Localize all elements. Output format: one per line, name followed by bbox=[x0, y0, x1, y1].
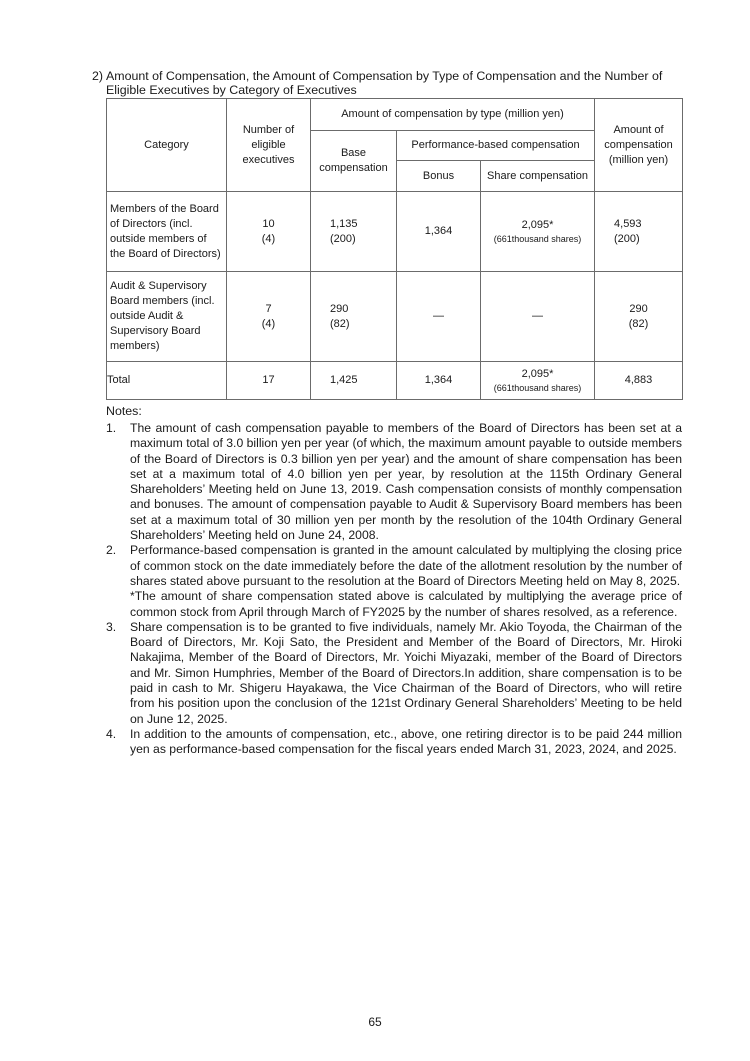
row-category: Members of the Board of Directors (incl. outside members of the Board of Directors) bbox=[107, 192, 227, 272]
header-eligible: Number of eligible executives bbox=[227, 99, 311, 192]
row-bonus: — bbox=[397, 272, 481, 362]
table-header-row bbox=[107, 99, 683, 131]
row-eligible bbox=[227, 272, 311, 362]
share-count: (661thousand shares) bbox=[493, 382, 582, 393]
share-value: 2,095* bbox=[521, 218, 554, 231]
base-outside: (82) bbox=[330, 317, 350, 330]
note-number: 1. bbox=[106, 421, 117, 435]
header-category: Category bbox=[107, 99, 227, 192]
section-heading bbox=[92, 69, 692, 97]
header-by-type: Amount of compensation by type (million yen) bbox=[311, 99, 595, 131]
share-value: 2,095* bbox=[521, 367, 554, 380]
row-total bbox=[595, 192, 683, 272]
note-item bbox=[106, 543, 682, 619]
base-value: 290 bbox=[330, 302, 349, 315]
header-share: Share compensation bbox=[481, 161, 595, 192]
row-category: Total bbox=[107, 362, 227, 400]
note-item bbox=[106, 620, 682, 727]
header-performance: Performance-based compensation bbox=[397, 131, 595, 161]
row-base bbox=[311, 272, 397, 362]
base-outside: (200) bbox=[330, 232, 356, 245]
note-text: In addition to the amounts of compensation, etc., above, one retiring director is to be paid 244 million yen as performance-based compensation for the fiscal years ended March 31, 2023, 2024, and 2025. bbox=[130, 726, 682, 757]
note-text: The amount of cash compensation payable to members of the Board of Directors has been set at a maximum total of 3.0 billion yen per year (of which, the maximum amount payable to outside members of the Board of Directors is 0.3 billion yen per year) and the amount of share compensation has been set at a maximum total of 4.0 billion yen per year, by resolution at the 115th Ordinary General Shareholders’ Meeting held on June 13, 2019. Cash compensation consists of monthly compensation and bonuses. The amount of compensation payable to Audit & Supervisory Board members has been set at a maximum total of 30 million yen per month by the resolution of the 104th Ordinary General Shareholders’ Meeting held on June 24, 2008. bbox=[130, 421, 682, 543]
header-base: Base compensation bbox=[311, 131, 397, 192]
eligible-value: 10 bbox=[262, 217, 275, 230]
eligible-outside: (4) bbox=[261, 317, 276, 330]
note-item bbox=[106, 727, 682, 758]
table-row bbox=[107, 192, 683, 272]
row-category: Audit & Supervisory Board members (incl. outside Audit & Supervisory Board members) bbox=[107, 272, 227, 362]
total-outside: (82) bbox=[628, 317, 649, 330]
page-number: 65 bbox=[368, 1015, 382, 1029]
row-eligible: 17 bbox=[227, 362, 311, 400]
note-number: 4. bbox=[106, 726, 117, 741]
eligible-outside: (4) bbox=[261, 232, 276, 245]
section-title: Amount of Compensation, the Amount of Compensation by Type of Compensation and the Number of Eligible Executives by Category of Executives bbox=[106, 69, 663, 97]
notes-title: Notes: bbox=[106, 404, 142, 418]
note-text: Performance-based compensation is granted in the amount calculated by multiplying the closing price of common stock on the date immediately before the date of the allotment resolution by the number of shares stated above pursuant to the resolution at the Board of Directors Meeting held on May 8, 2025. bbox=[130, 543, 682, 588]
base-value: 1,425 bbox=[330, 374, 358, 386]
row-share bbox=[481, 192, 595, 272]
total-value: 290 bbox=[629, 302, 648, 315]
row-base bbox=[311, 362, 397, 400]
row-bonus: 1,364 bbox=[397, 192, 481, 272]
row-bonus: 1,364 bbox=[397, 362, 481, 400]
row-share bbox=[481, 362, 595, 400]
total-outside: (200) bbox=[614, 232, 640, 245]
notes-list bbox=[106, 421, 682, 758]
eligible-value: 7 bbox=[265, 302, 272, 315]
note-item bbox=[106, 421, 682, 543]
note-number: 2. bbox=[106, 543, 117, 558]
row-total bbox=[595, 272, 683, 362]
row-share: — bbox=[481, 272, 595, 362]
note-text-asterisk: *The amount of share compensation stated above is calculated by multiplying the average price of common stock from April through March of FY2025 by the number of shares resolved, as a reference. bbox=[130, 589, 682, 619]
compensation-table bbox=[106, 98, 683, 400]
note-number: 3. bbox=[106, 619, 117, 634]
header-bonus: Bonus bbox=[397, 161, 481, 192]
row-base bbox=[311, 192, 397, 272]
table-row-total bbox=[107, 362, 683, 400]
note-text: Share compensation is to be granted to five individuals, namely Mr. Akio Toyoda, the Chairman of the Board of Directors, Mr. Koji Sato, the President and Member of the Board of Directors, Mr. Hiroki Nakajima, Member of the Board of Directors, Mr. Yoichi Miyazaki, member of the Board of Directors and Mr. Simon Humphries, Member of the Board of Directors.In addition, share compensation is to be paid in cash to Mr. Shigeru Hayakawa, the Vice Chairman of the Board of Directors, who will retire from his position upon the conclusion of the 121st Ordinary General Shareholders’ Meeting to be held on June 12, 2025. bbox=[130, 619, 682, 726]
row-total: 4,883 bbox=[595, 362, 683, 400]
header-total-amount: Amount of compensation (million yen) bbox=[595, 99, 683, 192]
section-number: 2) bbox=[92, 69, 104, 83]
row-eligible bbox=[227, 192, 311, 272]
base-value: 1,135 bbox=[330, 217, 358, 230]
table-row bbox=[107, 272, 683, 362]
total-value: 4,593 bbox=[614, 217, 642, 230]
share-count: (661thousand shares) bbox=[493, 233, 582, 244]
